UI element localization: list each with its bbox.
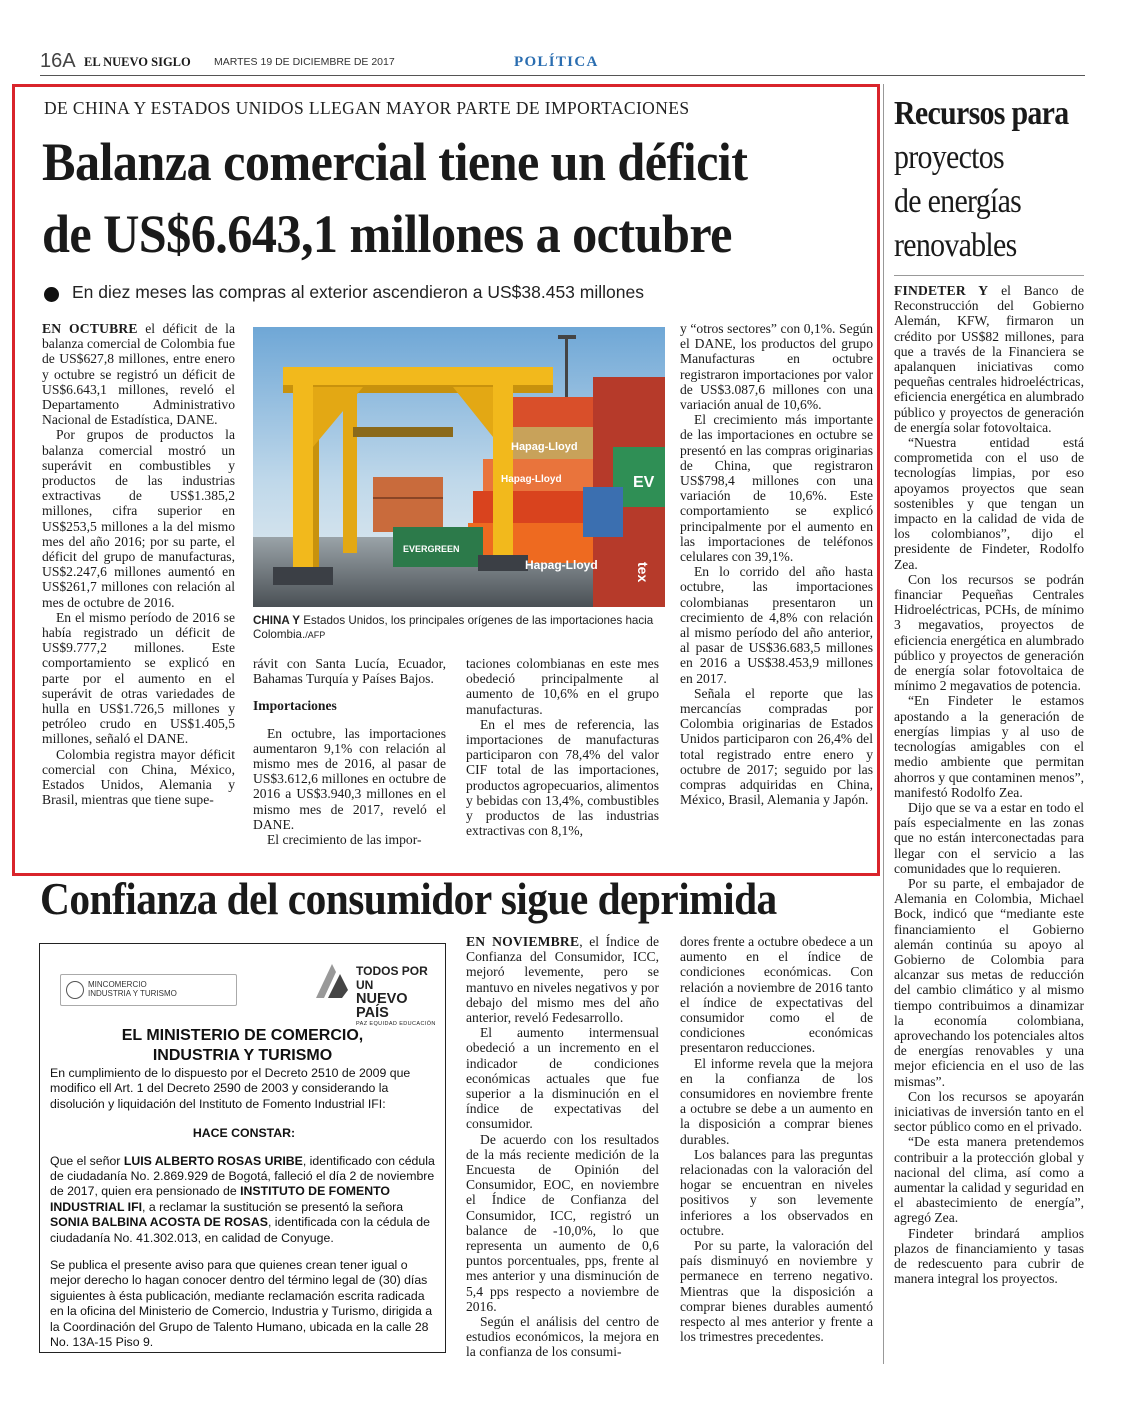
photo-label: Hapag-Lloyd — [511, 441, 578, 453]
notice-closing: Se publica el presente aviso para que quienes crean tener igual o mejor derecho lo hagan conocer dentro del término legal de (30) días siguientes à ésta publicación, mediante reclamación escrita radicada en la oficina del Ministerio de Comercio, Industria y Turismo, dirigida a la Coordinación del Grupo de Talento Humano, ubicada en la calle 28 No. 13A-15 Piso 9. — [50, 1258, 433, 1350]
photo-label: EVERGREEN — [403, 544, 460, 554]
headline-line-2: de US$6.643,1 millones a octubre — [42, 204, 732, 264]
paragraph: Por su parte, la valoración del país disminuyó en noviembre y permanece en terreno negativo. Mientras que la disposición a comprar bienes durables aumentó respecto al mes anterior y frente a los trimestres precedentes. — [680, 1238, 873, 1345]
second-headline: Confianza del consumidor sigue deprimida — [40, 873, 777, 924]
legal-notice — [39, 943, 446, 1353]
notice-intro: En cumplimiento de lo dispuesto por el Decreto 2510 de 2009 que modifico ell Art. 1 del Decreto 2590 de 2003 y considerando la disolución y liquidación del Instituto de Fomento Industrial IFI: — [50, 1066, 411, 1111]
lead-in: FINDETER Y — [894, 283, 989, 298]
paragraph: El crecimiento de las impor- — [267, 832, 422, 848]
masthead: EL NUEVO SIGLO — [84, 55, 191, 69]
paragraph: “En Findeter le estamos apostando a la generación de energías limpias y al uso de tecnologías amigables con el medio ambiente que permitan ahorros y que contaminen menos”, manifestó Rodolfo Zea. — [894, 693, 1084, 800]
notice-statement: Que el señor LUIS ALBERTO ROSAS URIBE, identificado con cédula de ciudadanía No. 2.869.929 de Bogotá, falleció el día 2 de noviembre de 2017, quien era pensionado de INSTITUTO DE FOMENTO INDUSTRIAL IFI, a reclamar la sustitución se presentó la señora SONIA BALBINA ACOSTA DE ROSAS, identificada con la cédula de ciudadanía No. 41.302.013, en calidad de Conyuge. — [50, 1153, 435, 1245]
header-rule — [40, 75, 1085, 76]
paragraph: y “otros sectores” con 0,1%. Según el DANE, los productos del grupo Manufacturas en octubre registraron importaciones por valor de US$3.087,6 millones con una variación anual de 10,6%. — [680, 321, 873, 413]
headline-line-1: Balanza comercial tiene un déficit — [42, 132, 748, 192]
page-header — [40, 50, 1090, 74]
nuevo-pais-emblem-icon — [312, 960, 352, 1004]
paragraph: “Nuestra entidad está comprometida con el uso de tecnologías limpias, por eso apoyamos proyectos que sean sostenibles y que tengan un impacto en la calidad de vida de los colombianos”, dijo el presidente de Findeter, Rodolfo Zea. — [894, 435, 1084, 572]
page-number: 16A — [40, 50, 76, 72]
lead-in: EN OCTUBRE — [42, 321, 138, 336]
article-photo — [253, 327, 665, 607]
issue-date: MARTES 19 DE DICIEMBRE DE 2017 — [214, 56, 395, 68]
paragraph: El crecimiento más importante de las importaciones en octubre se presentó en las compras originarias de China, que registraron US$798,4 millones con una variación de 10,6%. Este comportamiento se explicó principalmente por el aumento en las importaciones de teléfonos celulares con 39,1%. — [680, 412, 873, 565]
photo-caption: CHINA Y Estados Unidos, los principales orígenes de las importaciones hacia Colombia./AFP — [253, 614, 654, 642]
mincomercio-logo: MINCOMERCIO INDUSTRIA Y TURISMO — [60, 974, 237, 1006]
paragraph: rávit con Santa Lucía, Ecuador, Bahamas Turquía y Países Bajos. — [253, 656, 446, 687]
photo-credit: /AFP — [305, 630, 326, 641]
side-article-body — [894, 283, 1084, 1286]
summary-bullet — [44, 287, 59, 302]
column-rule — [883, 84, 884, 1364]
main-column-4 — [680, 321, 873, 808]
main-summary: En diez meses las compras al exterior ascendieron a US$38.453 millones — [72, 282, 644, 302]
paragraph: Colombia registra mayor déficit comercial con China, México, Estados Unidos, Alemania y Brasil, mientras que tiene supe- — [42, 746, 235, 808]
paragraph: El aumento intermensual obedeció a un incremento en el indicador de condiciones económicas actuales que fue superior a la disminución en el índice de expectativas del consumidor. — [466, 1025, 659, 1132]
paragraph: Findeter brindará amplios plazos de financiamiento y tasas de redescuento para cubrir de manera integral los proyectos. — [894, 1225, 1084, 1287]
side-headline: Recursos para proyectos de energías renovables — [894, 95, 1069, 264]
lead-in: EN NOVIEMBRE — [466, 934, 580, 949]
paragraph: Con los recursos se apoyarán iniciativas de inversión tanto en el sector público como en el privado. — [894, 1088, 1084, 1135]
photo-label: tex — [635, 562, 651, 583]
photo-label: Hapag-Lloyd — [525, 558, 598, 572]
photo-label: Hapag-Lloyd — [501, 474, 562, 485]
paragraph: EN OCTUBRE el déficit de la balanza comercial de Colombia fue de US$627,8 millones, entre enero y octubre se registró un déficit de US$6.643,1 millones, reveló el Departamento Administrativo Nacional de Estadística, DANE. — [42, 321, 235, 428]
paragraph: De acuerdo con los resultados de la más reciente medición de la Encuesta de Opinión del Consumidor, EOC, en noviembre el Índice de Confianza del Consumidor, ICC, registró un balance de -10,0%, lo que representa un aumento de 0,6 puntos porcentuales, pps, frente al mes anterior y una disminución de 5,4 pps respecto a noviembre de 2016. — [466, 1131, 659, 1314]
side-headline-rule — [894, 275, 1084, 276]
paragraph: Con los recursos se podrán financiar Pequeñas Centrales Hidroeléctricas, PCHs, de mínimo 3 megavatios, proyectos de eficiencia energética en alumbrado público y proyectos de generación de energía solar fotovoltaica de mínimo 2 megavatios de potencia. — [894, 571, 1084, 694]
paragraph: En octubre, las importaciones aumentaron 9,1% con relación al mismo mes de 2016, al pasar de US$3.612,6 millones en octubre de 2016 a US$3.940,3 millones en el mismo mes de 2017, reveló el DANE. — [253, 725, 446, 832]
notice-title: EL MINISTERIO DE COMERCIO, INDUSTRIA Y TURISMO — [121, 1027, 364, 1064]
subhead: Importaciones — [253, 698, 337, 714]
second-column-1 — [466, 934, 659, 1360]
container-port-photo — [253, 327, 665, 607]
paragraph: Dijo que se va a estar en todo el país especialmente en las zonas que no están interconectadas para llegar con el servicio a las comunidades que lo requieren. — [894, 799, 1084, 876]
coat-of-arms-icon — [66, 981, 84, 999]
main-headline — [42, 126, 747, 270]
paragraph: En el mismo período de 2016 se había registrado un déficit de US$9.777,2 millones. Este comportamiento se explicó en parte por el aumento en el superávit de otras variedades de hulla en US$1.726,5 millones y petróleo crudo en US$1.405,5 millones, señaló el DANE. — [42, 609, 235, 747]
paragraph: Señala el reporte que las mercancías compradas por Colombia originarias de Estados Unidos participaron con 26,4% del total registrado entre enero y octubre de 2017; seguido por las compras adquiridas en China, México, Brasil, Alemania y Japón. — [680, 685, 873, 808]
main-column-2 — [253, 656, 446, 847]
notice-body — [50, 1066, 438, 1351]
paragraph: Por grupos de productos la balanza comercial mostró un superávit en combustibles y productos de las industrias extractivas de US$1.385,2 millones, cifra superior en US$253,5 millones a la del mismo mes del año 2016; por su parte, el déficit del grupo de manufacturas, US$2.247,6 millones aumentó en US$261,7 millones con relación al mes de octubre de 2016. — [42, 427, 235, 610]
second-column-2 — [680, 934, 873, 1344]
main-column-3 — [466, 656, 659, 838]
section-name: POLÍTICA — [514, 54, 599, 70]
caption-lead: CHINA Y — [253, 614, 301, 627]
main-column-1 — [42, 321, 235, 808]
paragraph: FINDETER Y el Banco de Reconstrucción del Gobierno Alemán, KFW, firmaron un crédito por US$82 millones, para que a través de la Financiera se apalanquen iniciativas como pequeñas centrales hidroeléctricas, eficiencia energética en alumbrado público y proyectos de generación de energía solar fotovoltaica. — [894, 283, 1084, 435]
paragraph: Por su parte, el embajador de Alemania en Colombia, Michael Bock, indicó que “mediante este financiamiento el Gobierno alemán continúa su apoyo al Gobierno de Colombia para alcanzar sus metas de reducción del cambio climático y al mismo tiempo contribuimos a dinamizar la economía colombiana, aprovechando los potenciales altos de energías renovables y una mejor eficiencia en el uso de las mismas”. — [894, 875, 1084, 1089]
paragraph: En el mes de referencia, las importaciones de manufacturas participaron con 78,4% del valor CIF total de las importaciones, productos agropecuarios, alimentos y bebidas con 13,4%, combustibles y productos de las industrias extractivas con 8,1%, — [466, 716, 659, 839]
paragraph: Según el análisis del centro de estudios económicos, la mejora en la confianza de los consumi- — [466, 1314, 659, 1360]
photo-label: EV — [633, 474, 655, 491]
paragraph: dores frente a octubre obedece a un aumento en el índice de condiciones económicas. Con relación a noviembre de 2016 tanto el índice de expectativas del consumidor como el de condiciones económicas presentaron reducciones. — [680, 934, 873, 1056]
paragraph: En lo corrido del año hasta octubre, las importaciones colombianas presentaron un crecimiento de 4,8% con relación al mismo período del año anterior, al pasar de US$36.683,5 millones en 2016 a US$38.453,9 millones en 2017. — [680, 564, 873, 686]
hace-constar: HACE CONSTAR: — [192, 1126, 296, 1141]
paragraph: El informe revela que la mejora en la confianza de los consumidores en noviembre frente a octubre se debe a un aumento en la disposición a comprar bienes durables. — [680, 1055, 873, 1147]
paragraph: taciones colombianas en este mes obedeció principalmente al aumento de 10,6% en el grupo manufacturas. — [466, 656, 659, 717]
paragraph: EN NOVIEMBRE, el Índice de Confianza del Consumidor, ICC, mejoró levemente, pero se mantuvo en niveles negativos y por debajo del mismo mes del año anterior, reveló Fedesarrollo. — [466, 934, 660, 1026]
nuevo-pais-logo: TODOS POR UN NUEVO PAÍS PAZ EQUIDAD EDUCACIÓN — [312, 956, 442, 1008]
paragraph: “De esta manera pretendemos contribuir a la protección global y nacional del clima, así como a aumentar la calidad y seguridad en el abastecimiento de energía”, agregó Zea. — [894, 1134, 1084, 1226]
paragraph: Los balances para las preguntas relacionadas con la valoración del hogar se encuentran en niveles positivos y son levemente inferiores a los observados en octubre. — [680, 1146, 873, 1238]
main-kicker: DE CHINA Y ESTADOS UNIDOS LLEGAN MAYOR PARTE DE IMPORTACIONES — [44, 98, 690, 118]
